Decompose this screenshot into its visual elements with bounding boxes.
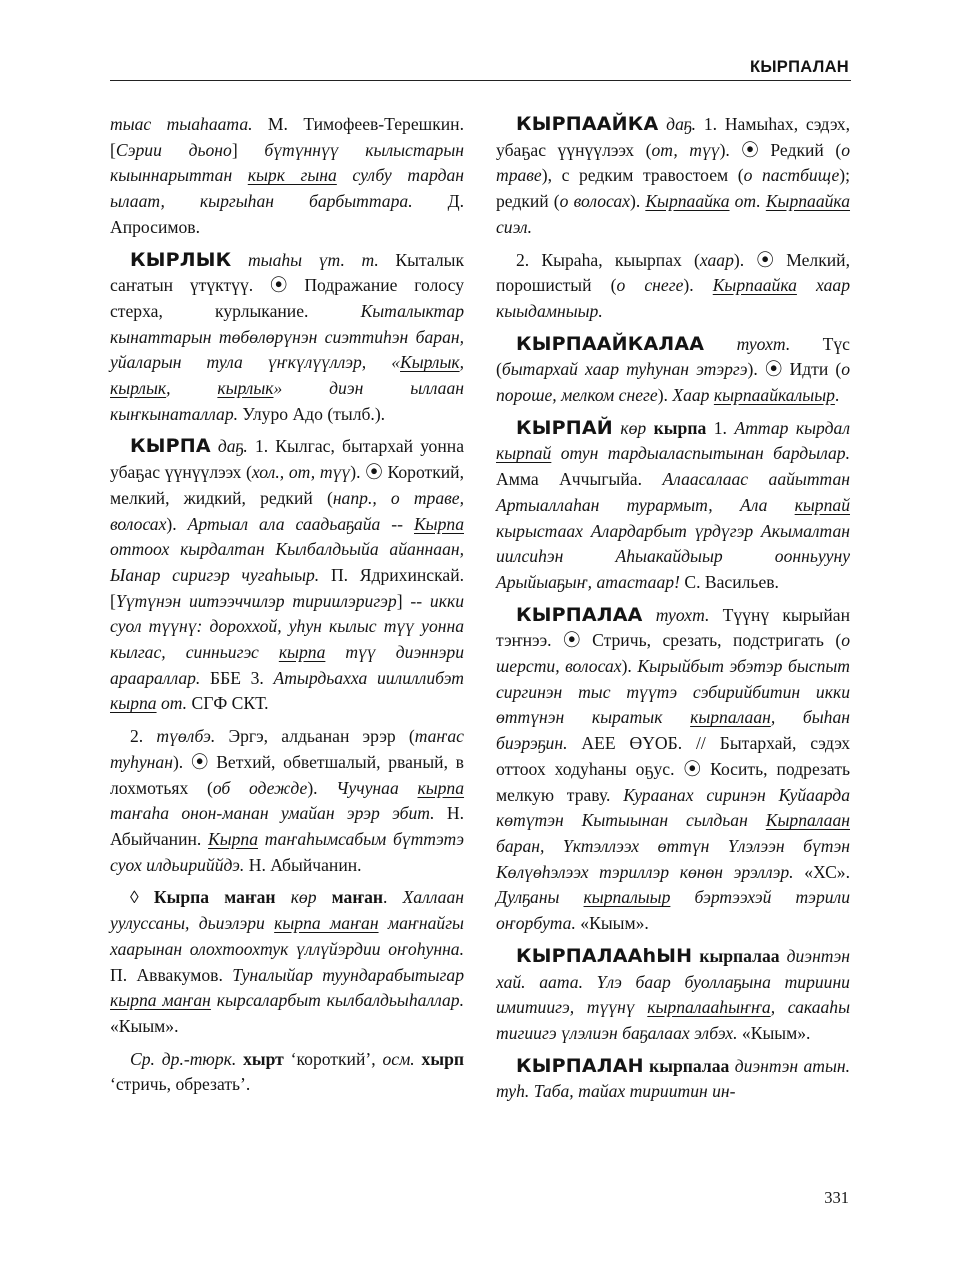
entry-text: ]	[396, 590, 411, 611]
dictionary-entry	[110, 1047, 464, 1098]
example-keyword: кырпа маҥан	[110, 990, 211, 1011]
entry-text	[583, 972, 597, 992]
entry-text: ).	[621, 656, 638, 677]
entry-text: 1.	[706, 417, 735, 438]
entry-text: 1. Кылгас, бытархай уонна убаҕас үүнүүлээх (	[110, 436, 464, 483]
dictionary-entry	[496, 1054, 850, 1105]
entry-text: .	[834, 385, 840, 406]
example-keyword: Кырпа	[208, 828, 259, 849]
entry-text: Түүнү кырыйан тэҥнээ. ⦿ Стричь, срезать, подстригать (	[496, 604, 850, 651]
entry-text: П. Аввакумов.	[110, 964, 233, 985]
example-keyword: кырк гына	[247, 165, 337, 186]
entry-text: Үлэ баар буоллаҕына тириини имитиигэ, түүнү	[496, 971, 850, 1018]
entry-text: туохт.	[642, 604, 710, 625]
entry-text: ).	[629, 191, 646, 212]
example-keyword: кырпай	[496, 443, 552, 464]
example-keyword: Кырпаайка	[712, 275, 797, 296]
entry-text: баран, Үктэллээх өттүн Үлэлээн бүтэн Көлүөhэлээх тэриллэр көнөн эрэллэр.	[496, 835, 850, 882]
entry-text: Кыталык саҥатын үтүктүү. ⦿ Подражание голосу стерха, курлыкание.	[110, 249, 464, 321]
entry-text: ). ⦿ Редкий (	[719, 139, 842, 160]
entry-text: таҥаhымсабым бүттэтэ суох илдьириййдэ.	[110, 828, 465, 875]
example-keyword: кырпа	[417, 777, 465, 798]
entry-text: Халлаан уулуссаны, дьиэлэри	[110, 887, 464, 934]
dictionary-entry	[496, 332, 850, 409]
entry-text: ]	[231, 139, 265, 160]
entry-text: «Кыым».	[575, 913, 649, 934]
example-keyword: Кырпалаан	[765, 810, 850, 831]
dictionary-entry	[496, 603, 850, 937]
entry-text: хырп	[421, 1048, 464, 1069]
entry-text: оттоох кырдалтан Кылбалдьыйа айаннаан, Ыанар сиригэр чугаhыыр.	[110, 539, 464, 585]
entry-text: о пастбище	[743, 165, 840, 186]
entry-text: от, түү	[651, 139, 720, 160]
entry-text: Амма Аччыгыйа.	[496, 469, 663, 490]
entry-text: ). ⦿ Мелкий, порошистый (	[496, 249, 850, 296]
dictionary-entry	[110, 434, 464, 717]
example-keyword: кырпа	[110, 693, 157, 714]
entry-text: көр	[275, 887, 332, 908]
entry-text: Дулҕаны	[496, 887, 584, 908]
running-head: КЫРПАЛАН	[749, 58, 849, 76]
headword: КЫРПА	[130, 435, 211, 458]
headword: КЫРПАЛАА	[516, 603, 643, 626]
dictionary-entry	[496, 248, 850, 325]
entry-text: туохт.	[704, 333, 791, 354]
entry-text: Туналыйар туундарабытыгар	[232, 964, 464, 985]
entry-text: Кураанах сиринэн Куйаарда көтүтэн Кытыынан сылдьан	[496, 784, 850, 831]
entry-text: бытархай хаар туhунан этэргэ	[501, 359, 748, 380]
entry-text: Улуро Адо (тылб.).	[238, 403, 386, 424]
entry-text: Таба, тайах тириитин ин-	[533, 1081, 736, 1102]
entry-text: осм.	[382, 1048, 415, 1069]
entry-text: ББЕ 3.	[200, 667, 274, 688]
entry-text: С. Васильев.	[679, 571, 779, 592]
entry-text: Эргэ, алдьанан эрэр (	[215, 726, 415, 747]
header-rule	[110, 80, 851, 81]
example-keyword: кырлык	[217, 378, 274, 399]
entry-text: кырыстаах Алардарбыт үрдүгэр Акымалтан иилсиhэн Аhыакайдыыр оонньууну Арыйыаҕыҥ, атастаар!	[496, 520, 850, 592]
entry-text: напр., о траве, волосах	[110, 487, 464, 534]
entry-text: СГФ СКТ.	[187, 693, 269, 714]
entry-text: ◊	[130, 887, 154, 908]
entry-text	[415, 1049, 422, 1069]
entry-text: о снеге	[616, 275, 684, 296]
entry-text: 2. Кыраhа, кыырпах (	[516, 249, 700, 270]
entry-text: ,	[459, 352, 464, 373]
entry-text: тыаhы үт. т.	[231, 249, 379, 270]
headword: КЫРПААЙКАЛАА	[516, 332, 705, 355]
entry-text: АЕЕ ӨҮОБ. // Бытархай, сэдэх оттоох ходуhаны оҕус. ⦿ Косить, подрезать мелкую траву.	[496, 733, 850, 805]
example-keyword: Кырпаайка	[765, 191, 851, 212]
example-keyword: кырпалааhыҥҥа	[647, 997, 771, 1018]
entry-text: о пороше, мелком снеге	[496, 359, 850, 406]
example-keyword: кырпалыыр	[583, 887, 671, 908]
entry-text: хаар	[699, 249, 734, 270]
example-keyword: Кырлык	[400, 352, 460, 373]
entry-text: сулбу тардан ылаат, кыргыhан барбыттара.	[110, 165, 465, 212]
entry-text: 2.	[130, 726, 157, 747]
entry-text: Хаар	[672, 385, 714, 406]
page-number: 331	[824, 1188, 849, 1207]
entry-text: «Кыым».	[110, 1015, 179, 1036]
entry-text: ).	[657, 385, 673, 406]
example-keyword: кырпай	[794, 494, 850, 515]
entry-text: ).	[307, 777, 337, 798]
entry-text: -- икки суол түүнү: дороххой, уhун кылыс түү уонна кылгас, синньигэс	[110, 590, 464, 663]
entry-text: Чучунаа	[336, 777, 418, 798]
entry-text: Н. Абыйчанин.	[244, 854, 362, 875]
entry-text: , быhан биэрэҕин.	[496, 707, 850, 754]
entry-text: Атырдьахха иилиллибэт	[273, 667, 464, 688]
dictionary-entry	[496, 416, 850, 596]
entry-text: түөлбэ.	[156, 726, 216, 747]
right-column	[496, 112, 850, 1112]
entry-text: «ХС».	[793, 861, 850, 882]
entry-text: хаар кыыдамныыр.	[496, 275, 850, 321]
entry-text: түү диэннэри араараллар.	[110, 642, 465, 688]
entry-text: Аттар кырдал	[734, 417, 850, 438]
entry-text: кырпалаа	[699, 945, 780, 966]
entry-text: ); редкий (	[496, 165, 851, 212]
entry-text: «Кыым».	[737, 1022, 811, 1043]
example-keyword: Кырпа	[414, 513, 464, 534]
entry-text: Артыал ала саадьаҕайа --	[187, 513, 414, 534]
dictionary-entry	[110, 112, 464, 241]
entry-text: даҕ.	[210, 436, 248, 457]
entry-text: ). ⦿ Короткий, мелкий, жидкий, редкий (	[110, 462, 465, 508]
entry-text: , сакааhы тигиигэ үлэлиэн баҕалаах элбэх.	[496, 997, 851, 1043]
entry-text: ).	[683, 275, 713, 296]
entry-text: отун тардыаласпытынан бардылар.	[551, 443, 850, 464]
entry-text: Д. Апросимов.	[110, 191, 464, 237]
headword: КЫРПАЙ	[516, 416, 613, 439]
entry-text: сиэл.	[496, 216, 532, 237]
entry-text: Түс (	[496, 333, 850, 380]
entry-text: П. Ядрихинскай. [	[110, 564, 465, 611]
entry-text: тыас тыаhаата.	[110, 114, 253, 134]
entry-text: бүтүннүү кылыстарын кыыннарыттан	[110, 139, 464, 186]
entry-text: маҥан	[331, 887, 384, 908]
dictionary-entry	[110, 885, 464, 1039]
entry-text: об одежде	[212, 777, 308, 798]
entry-text: маҥнайгы хаарынан олохтоохтук үллүйэрдии оҥоhунна.	[110, 913, 464, 959]
example-keyword: кырпаайкалыыр	[713, 385, 835, 406]
entry-text: от.	[729, 191, 766, 212]
entry-text: о шерсти, волосах	[496, 630, 850, 677]
example-keyword: кырпа маҥан	[274, 913, 379, 934]
entry-text: таҥаhа онон-манан умайан эрэр эбит.	[110, 803, 435, 824]
example-keyword: кырпа	[278, 642, 326, 663]
entry-text: о траве	[496, 139, 850, 186]
entry-text: кырпалаа	[649, 1055, 730, 1076]
example-keyword: кырпалаан	[690, 707, 771, 728]
entry-text: хырт	[243, 1048, 284, 1069]
entry-text: Кырыйбыт эбэтэр быспыт сиргинэн тыс түүтэ сэбирийбитин икки өттүнэн кыратык	[496, 656, 851, 728]
entry-text: Ср. др.-тюрк.	[130, 1048, 237, 1069]
entry-text: диэнтэн хай. аата.	[496, 945, 850, 992]
entry-text: ), с редким травостоем (	[541, 165, 744, 186]
entry-text: көр	[612, 417, 654, 438]
entry-text: от.	[156, 693, 188, 714]
dictionary-entry	[110, 724, 464, 878]
entry-text: ).	[166, 513, 188, 534]
entry-text: Алаасалаас аайыттан Артыаллаhан турармыт, Ала	[496, 469, 851, 515]
entry-text: Сэрии дьоно	[115, 139, 232, 160]
entry-text: диэнтэн атын. туh.	[496, 1055, 850, 1102]
entry-text: о волосах	[559, 191, 630, 212]
entry-text: хол., от, түү	[251, 462, 351, 483]
example-keyword: Кырпаайка	[645, 191, 730, 212]
entry-text: Н. Абыйчанин.	[110, 803, 464, 849]
entry-text: кырсаларбыт кылбалдьыhаллар.	[210, 990, 464, 1011]
dictionary-entry	[496, 112, 850, 241]
dictionary-entry	[110, 248, 464, 428]
example-keyword: кырлык	[110, 378, 167, 399]
entry-text: .	[383, 887, 403, 908]
entry-text: ). ⦿ Идти (	[747, 359, 842, 380]
entry-text: » диэн ыллаан кыҥкынаталлар.	[110, 378, 464, 424]
entry-text: 1. Намыhах, сэдэх, убаҕас үүнүүлээх (	[496, 114, 851, 160]
entry-text: М. Тимофеев-Терешкин. [	[110, 114, 464, 160]
entry-text: даҕ.	[658, 114, 697, 134]
entry-text: таҥас туhунан	[110, 726, 464, 772]
entry-text: ,	[166, 378, 218, 399]
left-column	[110, 112, 464, 1105]
entry-text: ). ⦿ Ветхий, обветшалый, рваный, в лохмотьях (	[110, 751, 464, 798]
entry-text: ‘короткий’,	[283, 1048, 383, 1069]
entry-text: кырпа	[653, 417, 707, 438]
headword: КЫРПАЛАН	[516, 1054, 644, 1077]
headword: КЫРПААЙКА	[516, 113, 659, 135]
headword: КЫРЛЫК	[130, 248, 232, 271]
headword: КЫРПАЛААhЫН	[516, 944, 693, 967]
entry-text: Кырпа маҥан	[153, 887, 276, 908]
entry-text: бэртээхэй тэрили оҥорбута.	[496, 887, 851, 934]
dictionary-entry	[496, 944, 850, 1047]
entry-text: ‘стричь, обрезать’.	[110, 1074, 251, 1095]
entry-text: Кыталыктар кынаттарын төбөлөрүнэн сиэттиhэн баран, уйаларын тула үҥкүлүүллэр, «	[110, 300, 464, 373]
entry-text: Үүтүнэн иитээччилэр тириилэригэр	[115, 590, 397, 611]
